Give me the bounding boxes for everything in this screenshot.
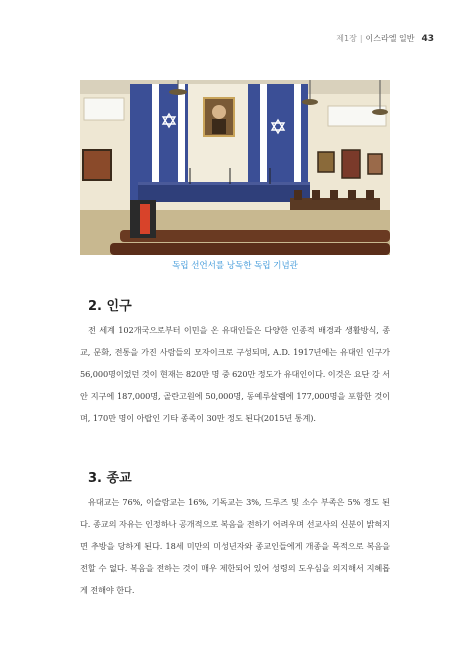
wall-painting: [83, 150, 111, 180]
window-left: [84, 98, 124, 120]
independence-hall-photo: [80, 80, 390, 255]
portrait-face: [212, 105, 226, 119]
ceiling-lamp-icon: [302, 99, 318, 105]
chair-back: [294, 190, 302, 200]
portrait-beard: [212, 119, 226, 134]
ceiling-lamp-icon: [169, 89, 187, 95]
wall-painting: [318, 152, 334, 172]
audience-seats: [110, 243, 390, 255]
audience-seats: [120, 230, 390, 242]
independence-hall-illustration: [80, 80, 390, 255]
chair-back: [312, 190, 320, 200]
ceiling-lamp-icon: [372, 109, 388, 115]
chair-back: [366, 190, 374, 200]
wall-painting: [368, 154, 382, 174]
display-book: [140, 204, 150, 234]
table-edge: [138, 182, 310, 185]
paragraph-religion: 유대교는 76%, 이슬람교는 16%, 기독교는 3%, 드루즈 및 소수 부족은 5% 정도 된다. 종교의 자유는 인정하나 공개적으로 복음을 전하기 어려우며 선교사의 신분이 밝혀지면 추방을 당하게 된다. 18세 미만의 미성년자와 종교인들에게 개종을 목적으로 복음을 전할 수 없다. 복음을 전하는 것이 매우 제한되어 있어 성령의 도우심을 의지해서 지혜롭게 전해야 한다.: [80, 497, 390, 595]
running-header: [336, 33, 434, 44]
header-separator: |: [359, 34, 363, 43]
chapter-number: 제1장: [336, 34, 357, 43]
window-right: [328, 106, 386, 126]
chapter-title: 이스라엘 일반: [365, 34, 415, 43]
head-table: [138, 184, 310, 202]
page-number: 43: [421, 33, 434, 44]
photo-caption: 독립 선언서를 낭독한 독립 기념관: [172, 261, 298, 271]
section-title-religion: 3. 종교: [88, 471, 132, 486]
chair-back: [348, 190, 356, 200]
chair-back: [330, 190, 338, 200]
wall-painting: [342, 150, 360, 178]
section-title-population: 2. 인구: [88, 299, 132, 314]
paragraph-population: 전 세계 102개국으로부터 이민을 온 유대인들은 다양한 인종적 배경과 생활방식, 종교, 문화, 전통을 가진 사람들의 모자이크로 구성되며, A.D. 1917년에는 유대인 인구가 56,000명이었던 것이 현재는 820만 명 중 620만 정도가 유대인이다. 이것은 요단 강 서안 지구에 187,000명, 골란고원에 50,000명, 동예루살렘에 177,000명을 포함한 것이며, 170만 명이 아랍인 기타 종족이 30만 정도 된다(2015년 통계).: [80, 325, 390, 423]
